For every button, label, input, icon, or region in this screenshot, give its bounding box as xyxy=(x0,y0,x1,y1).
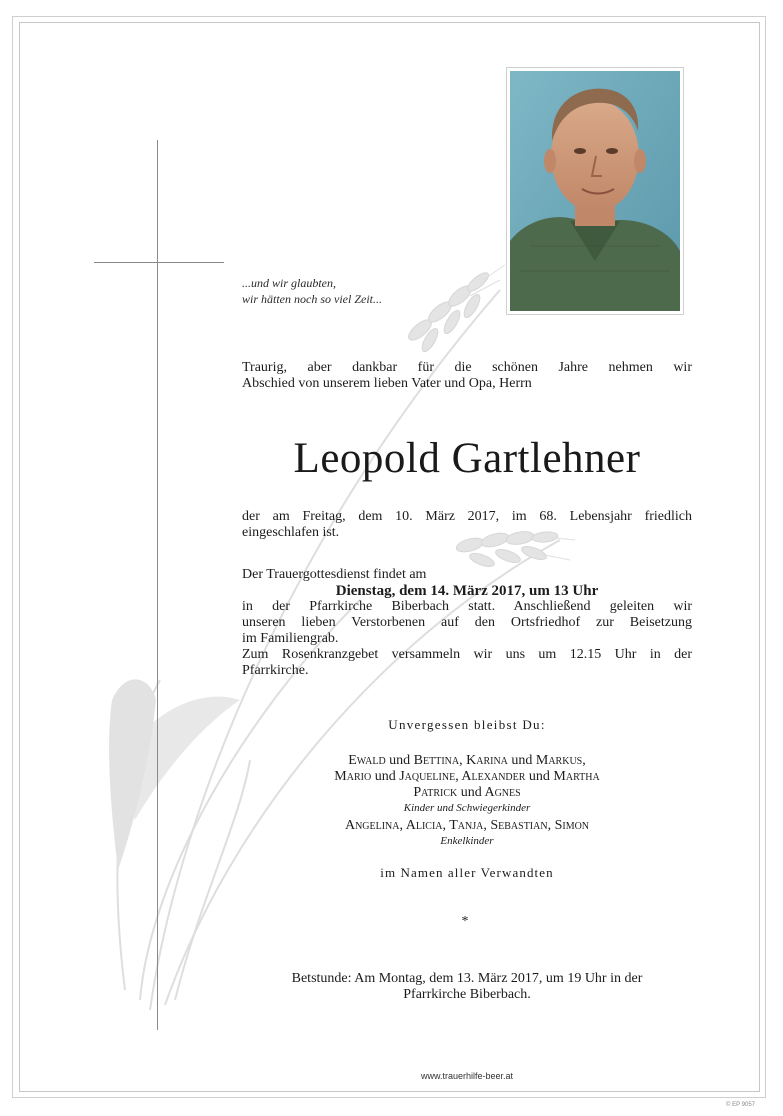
prayer-line-1: Betstunde: Am Montag, dem 13. März 2017, um 19 Uhr in der xyxy=(291,971,643,986)
family-name: Ewald xyxy=(348,753,386,768)
service-line-5: im Familiengrab. xyxy=(242,631,339,646)
separator-asterisk: * xyxy=(461,914,469,929)
family-name: Bettina xyxy=(413,753,460,768)
intro-paragraph xyxy=(242,360,692,392)
service-line-6: Zum Rosenkranzgebet versammeln wir uns um 12.15 Uhr in der xyxy=(242,647,692,662)
family-name: Mario xyxy=(334,769,372,784)
family-name: Karina xyxy=(466,753,508,768)
cross-horizontal-bar xyxy=(94,262,224,263)
children-role: Kinder und Schwiegerkinder xyxy=(403,802,531,814)
death-line-2: eingeschlafen ist. xyxy=(242,525,340,540)
children-block xyxy=(242,753,692,815)
service-paragraph xyxy=(242,567,692,679)
cross-vertical-bar xyxy=(157,140,158,1030)
website-footer: www.trauerhilfe-beer.at xyxy=(420,1071,514,1081)
children-line-1: Ewald und Bettina, Karina und Markus, xyxy=(348,753,586,768)
family-name: Jaqueline xyxy=(399,769,456,784)
opening-quote xyxy=(242,275,482,307)
und-word: und xyxy=(389,753,411,768)
print-code: © EP 9057 xyxy=(726,1102,755,1108)
prayer-line-2: Pfarrkirche Biberbach. xyxy=(403,987,531,1002)
und-word: und xyxy=(374,769,396,784)
grandchildren-names: Angelina, Alicia, Tanja, Sebastian, Simon xyxy=(344,818,590,833)
family-name: Markus xyxy=(535,753,583,768)
children-line-2: Mario und Jaqueline, Alexander und Martha xyxy=(334,769,600,784)
children-line-3 xyxy=(242,785,692,801)
service-line-3: in der Pfarrkirche Biberbach statt. Anschließend geleiten wir xyxy=(242,599,692,614)
grandchildren-block xyxy=(242,818,692,848)
und-word: und xyxy=(460,785,482,800)
family-name: Agnes xyxy=(484,785,521,800)
relatives-line: im Namen aller Verwandten xyxy=(380,865,554,880)
service-line-4: unseren lieben Verstorbenen auf den Ortsfriedhof zur Beisetzung xyxy=(242,615,692,630)
family-list xyxy=(242,753,692,851)
service-line-1: Der Trauergottesdienst findet am xyxy=(242,567,427,582)
quote-line-2: wir hätten noch so viel Zeit... xyxy=(242,292,382,306)
grandchildren-role: Enkelkinder xyxy=(440,835,494,847)
portrait-photo xyxy=(506,67,684,315)
intro-line-1: Traurig, aber dankbar für die schönen Jahre nehmen wir xyxy=(242,360,692,375)
service-line-7: Pfarrkirche. xyxy=(242,663,309,678)
family-name: Alexander xyxy=(461,769,526,784)
und-word: und xyxy=(528,769,550,784)
deceased-name: Leopold Gartlehner xyxy=(293,435,641,482)
quote-line-1: ...und wir glaubten, xyxy=(242,276,337,290)
family-name: Patrick xyxy=(413,785,458,800)
death-line-1: der am Freitag, dem 10. März 2017, im 68. Lebensjahr friedlich xyxy=(242,509,692,524)
und-word: und xyxy=(511,753,533,768)
family-name: Martha xyxy=(553,769,600,784)
mourners-heading: Unvergessen bleibst Du: xyxy=(388,717,546,732)
intro-line-2: Abschied von unserem lieben Vater und Opa, Herrn xyxy=(242,376,532,391)
service-date: Dienstag, dem 14. März 2017, um 13 Uhr xyxy=(335,583,599,599)
prayer-paragraph xyxy=(242,971,692,1003)
death-paragraph xyxy=(242,509,692,541)
